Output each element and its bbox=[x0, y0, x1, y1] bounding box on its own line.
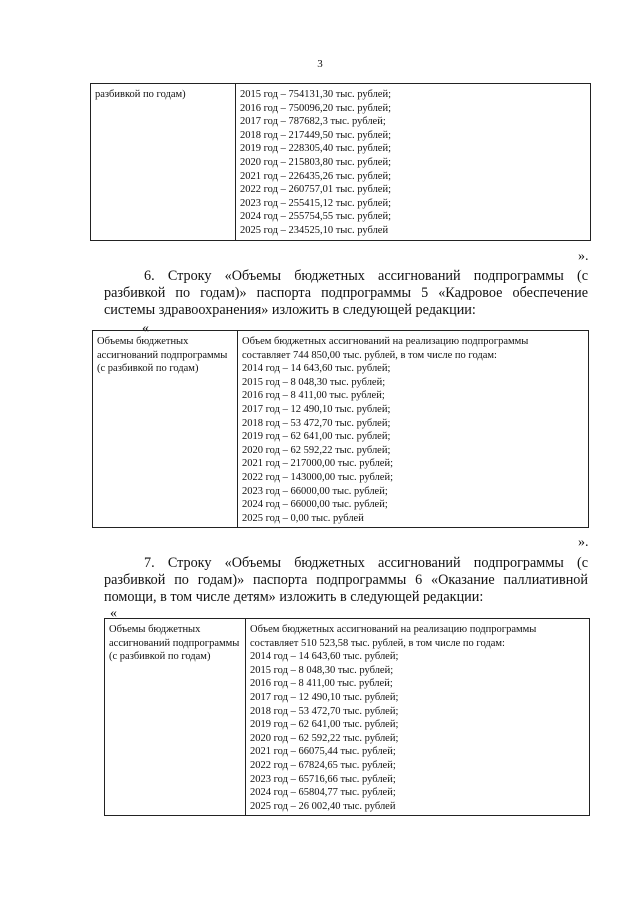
year-line: 2025 год – 0,00 тыс. рублей bbox=[242, 512, 364, 524]
year-line: 2018 год – 53 472,70 тыс. рублей; bbox=[250, 705, 399, 717]
paragraph-6-text: 6. Строку «Объемы бюджетных ассигнований подпрограммы (с разбивкой по годам)» паспорта подпрограммы 5 «Кадровое обеспечение системы здравоохранения» изложить в следующей редакции: bbox=[104, 268, 588, 318]
total-line: составляет 510 523,58 тыс. рублей, в том числе по годам: bbox=[250, 637, 505, 649]
table-left-cell: разбивкой по годам) bbox=[91, 84, 236, 241]
year-line: 2019 год – 62 641,00 тыс. рублей; bbox=[250, 719, 399, 731]
table-row bbox=[91, 84, 591, 241]
year-line: 2018 год – 53 472,70 тыс. рублей; bbox=[242, 417, 391, 429]
year-line: 2021 год – 66075,44 тыс. рублей; bbox=[250, 746, 396, 758]
year-line: 2015 год – 8 048,30 тыс. рублей; bbox=[250, 664, 394, 676]
paragraph-7 bbox=[104, 555, 588, 606]
table-row bbox=[105, 619, 590, 816]
total-line: Объем бюджетных ассигнований на реализацию подпрограммы bbox=[242, 336, 529, 347]
total-line: Объем бюджетных ассигнований на реализацию подпрограммы bbox=[250, 624, 537, 635]
opening-quote: « bbox=[110, 606, 117, 621]
year-line: 2017 год – 787682,3 тыс. рублей; bbox=[240, 116, 386, 128]
year-line: 2019 год – 228305,40 тыс. рублей; bbox=[240, 143, 392, 155]
year-line: 2024 год – 66000,00 тыс. рублей; bbox=[242, 499, 388, 511]
total-line: составляет 744 850,00 тыс. рублей, в том числе по годам: bbox=[242, 349, 497, 361]
closing-quote: ». bbox=[578, 535, 589, 550]
year-line: 2024 год – 65804,77 тыс. рублей; bbox=[250, 787, 396, 799]
year-line: 2022 год – 67824,65 тыс. рублей; bbox=[250, 759, 396, 771]
table-left-cell: Объемы бюджетных ассигнований подпрограммы (с разбивкой по годам) bbox=[105, 619, 246, 816]
year-line: 2025 год – 26 002,40 тыс. рублей bbox=[250, 800, 396, 812]
year-line: 2016 год – 8 411,00 тыс. рублей; bbox=[242, 390, 385, 402]
year-line: 2022 год – 143000,00 тыс. рублей; bbox=[242, 471, 394, 483]
year-line: 2020 год – 62 592,22 тыс. рублей; bbox=[242, 444, 391, 456]
year-line: 2017 год – 12 490,10 тыс. рублей; bbox=[250, 691, 399, 703]
year-line: 2014 год – 14 643,60 тыс. рублей; bbox=[242, 363, 391, 375]
page-number: 3 bbox=[317, 58, 323, 70]
table-right-cell bbox=[238, 331, 589, 528]
year-line: 2014 год – 14 643,60 тыс. рублей; bbox=[250, 651, 399, 663]
funding-table-continued bbox=[90, 83, 591, 241]
funding-table-subprogram-6 bbox=[104, 618, 590, 816]
table-right-cell bbox=[246, 619, 590, 816]
year-line: 2019 год – 62 641,00 тыс. рублей; bbox=[242, 431, 391, 443]
year-line: 2016 год – 8 411,00 тыс. рублей; bbox=[250, 678, 393, 690]
year-line: 2021 год – 217000,00 тыс. рублей; bbox=[242, 458, 394, 470]
paragraph-7-text: 7. Строку «Объемы бюджетных ассигнований подпрограммы (с разбивкой по годам)» паспорта подпрограммы 6 «Оказание паллиативной помощи, в том числе детям» изложить в следующей редакции: bbox=[104, 555, 588, 605]
opening-quote: « bbox=[142, 321, 149, 336]
closing-quote: ». bbox=[578, 249, 589, 264]
table-right-cell bbox=[236, 84, 591, 241]
table-left-cell: Объемы бюджетных ассигнований подпрограммы (с разбивкой по годам) bbox=[93, 331, 238, 528]
year-line: 2020 год – 62 592,22 тыс. рублей; bbox=[250, 732, 399, 744]
year-line: 2025 год – 234525,10 тыс. рублей bbox=[240, 224, 389, 236]
year-line: 2023 год – 66000,00 тыс. рублей; bbox=[242, 485, 388, 497]
funding-table-subprogram-5 bbox=[92, 330, 589, 528]
year-line: 2020 год – 215803,80 тыс. рублей; bbox=[240, 156, 392, 168]
year-line: 2016 год – 750096,20 тыс. рублей; bbox=[240, 102, 392, 114]
year-line: 2022 год – 260757,01 тыс. рублей; bbox=[240, 184, 392, 196]
paragraph-6 bbox=[104, 268, 588, 319]
year-line: 2015 год – 754131,30 тыс. рублей; bbox=[240, 89, 392, 100]
table-row bbox=[93, 331, 589, 528]
year-line: 2017 год – 12 490,10 тыс. рублей; bbox=[242, 403, 391, 415]
year-line: 2023 год – 65716,66 тыс. рублей; bbox=[250, 773, 396, 785]
year-line: 2018 год – 217449,50 тыс. рублей; bbox=[240, 129, 392, 141]
year-line: 2023 год – 255415,12 тыс. рублей; bbox=[240, 197, 392, 209]
year-line: 2015 год – 8 048,30 тыс. рублей; bbox=[242, 376, 386, 388]
year-line: 2021 год – 226435,26 тыс. рублей; bbox=[240, 170, 392, 182]
year-line: 2024 год – 255754,55 тыс. рублей; bbox=[240, 211, 392, 223]
